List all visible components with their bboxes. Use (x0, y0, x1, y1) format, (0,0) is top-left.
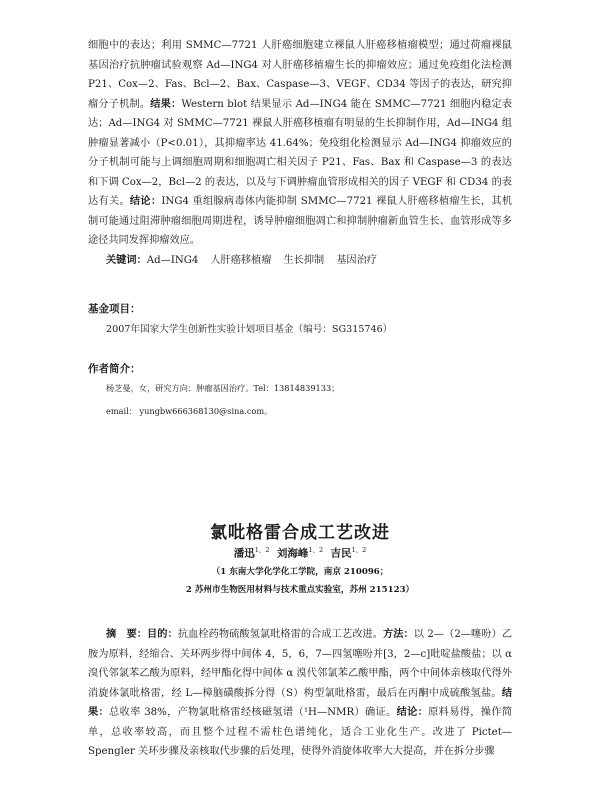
author-email-line: email： yungbw666368130@sina.com。 (106, 406, 273, 416)
purpose-text: 抗血栓药物硫酸氢氯吡格雷的合成工艺改进。 (177, 629, 383, 640)
result-label: 结果： (150, 97, 182, 110)
fund-heading: 基金项目： (88, 303, 141, 315)
keywords-label: 关键词： (106, 254, 147, 266)
author-affiliation-mark: 1、2 (351, 546, 367, 554)
author-name: 吉民 (330, 547, 352, 560)
result-text: 总收率 38%，产物氯吡格雷经核磁氢谱（¹H—NMR）确证。 (109, 707, 397, 718)
article-title: 氯吡格雷合成工艺改进 (210, 523, 390, 543)
abstract-continuation (88, 36, 512, 251)
author-name: 刘海峰 (276, 547, 309, 560)
method-label: 方法： (382, 628, 414, 640)
abstract-label: 摘 要： (106, 628, 148, 640)
conclusion-label: 结论： (396, 706, 429, 718)
affiliation-line: （1 东南大学化学化工学院，南京 210096； (211, 567, 389, 577)
author-intro-line: 杨芝曼，女，研究方向：肿瘤基因治疗。Tel：13814839133； (106, 383, 340, 393)
method-text: 以 2—（2—噻吩）乙胺为原料，经缩合、关环两步得中间体 4，5，6，7—四氢噻吩并[3，2—c]吡啶盐酸盐；以 α 溴代邻氯苯乙酸为原料，经甲酯化得中间体 α 溴代邻氯苯乙酸甲酯，两个中间体亲核取代得外消旋体氯吡格雷，经 L—樟脑磺酸拆分得（S）构型氯吡格雷，最后在丙酮中成硫酸氢盐。 (88, 629, 513, 699)
keyword-item: 生长抑制 (283, 255, 325, 266)
result-label: 结果： (88, 686, 512, 718)
keyword-item: Ad—ING4 (146, 255, 199, 266)
purpose-label: 目的： (147, 628, 178, 640)
keyword-item: 基因治疗 (336, 255, 377, 266)
article-abstract (88, 625, 512, 762)
abstract-methods-text: 细胞中的表达；利用 SMMC—7721 人肝癌细胞建立裸鼠人肝癌移植瘤模型；通过荷瘤裸鼠基因治疗抗肿瘤试验观察 Ad—ING4 对人肝癌移植瘤生长的抑瘤效应；通过免疫组化法检测 P21、Cox—2、Fas、Bcl—2、Bax、Caspase—3、VEGF、CD34 等因子的表达，研究抑瘤分子机制。 (88, 40, 512, 110)
conclusion-label: 结论： (129, 195, 162, 207)
abstract-results-text: Western blot 结果显示 Ad—ING4 能在 SMMC—7721 细胞内稳定表达；Ad—ING4 对 SMMC—7721 裸鼠人肝癌移植瘤有明显的生长抑制作用，Ad—ING4 组肿瘤显著减小（P<0.01），其抑瘤率达 41.64%；免疫组化检测显示 Ad—ING4 抑瘤效应的分子机制可能与上调细胞周期和细胞凋亡相关因子 P21、Fas、Bax 和 Caspase—3 的表达和下调 Cox—2，Bcl—2 的表达，以及与下调肿瘤血管形成相关的因子 VEGF 和 CD34 的表达有关。 (88, 98, 513, 207)
keyword-item: 人肝癌移植瘤 (210, 255, 272, 266)
affiliation-line: 2 苏州市生物医用材料与技术重点实验室，苏州 215123） (185, 585, 415, 595)
author-affiliation-mark: 1、2 (254, 546, 270, 554)
keywords-line (106, 251, 377, 266)
conclusion-text: 原料易得，操作简单，总收率较高，而且整个过程不需柱色谱纯化，适合工业化生产。改进了 Pictet—Spengler 关环步骤及亲核取代步骤的后处理，使得外消旋体收率大大提高，并在拆分步骤 (88, 707, 513, 757)
abstract-conclusion-text: ING4 重组腺病毒体内能抑制 SMMC—7721 裸鼠人肝癌移植瘤生长，其机制可能通过阻滞肿瘤细胞周期进程，诱导肿瘤细胞凋亡和抑制肿瘤新血管生长、血管形成等多途径共同发挥抑瘤效应。 (88, 196, 513, 246)
author-list (0, 545, 600, 561)
fund-text: 2007年国家大学生创新性实验计划项目基金（编号：SG315746） (106, 324, 393, 335)
author-name: 潘迅 (233, 547, 255, 560)
author-affiliation-mark: 1、2 (308, 546, 324, 554)
author-intro-heading: 作者简介： (88, 363, 141, 375)
